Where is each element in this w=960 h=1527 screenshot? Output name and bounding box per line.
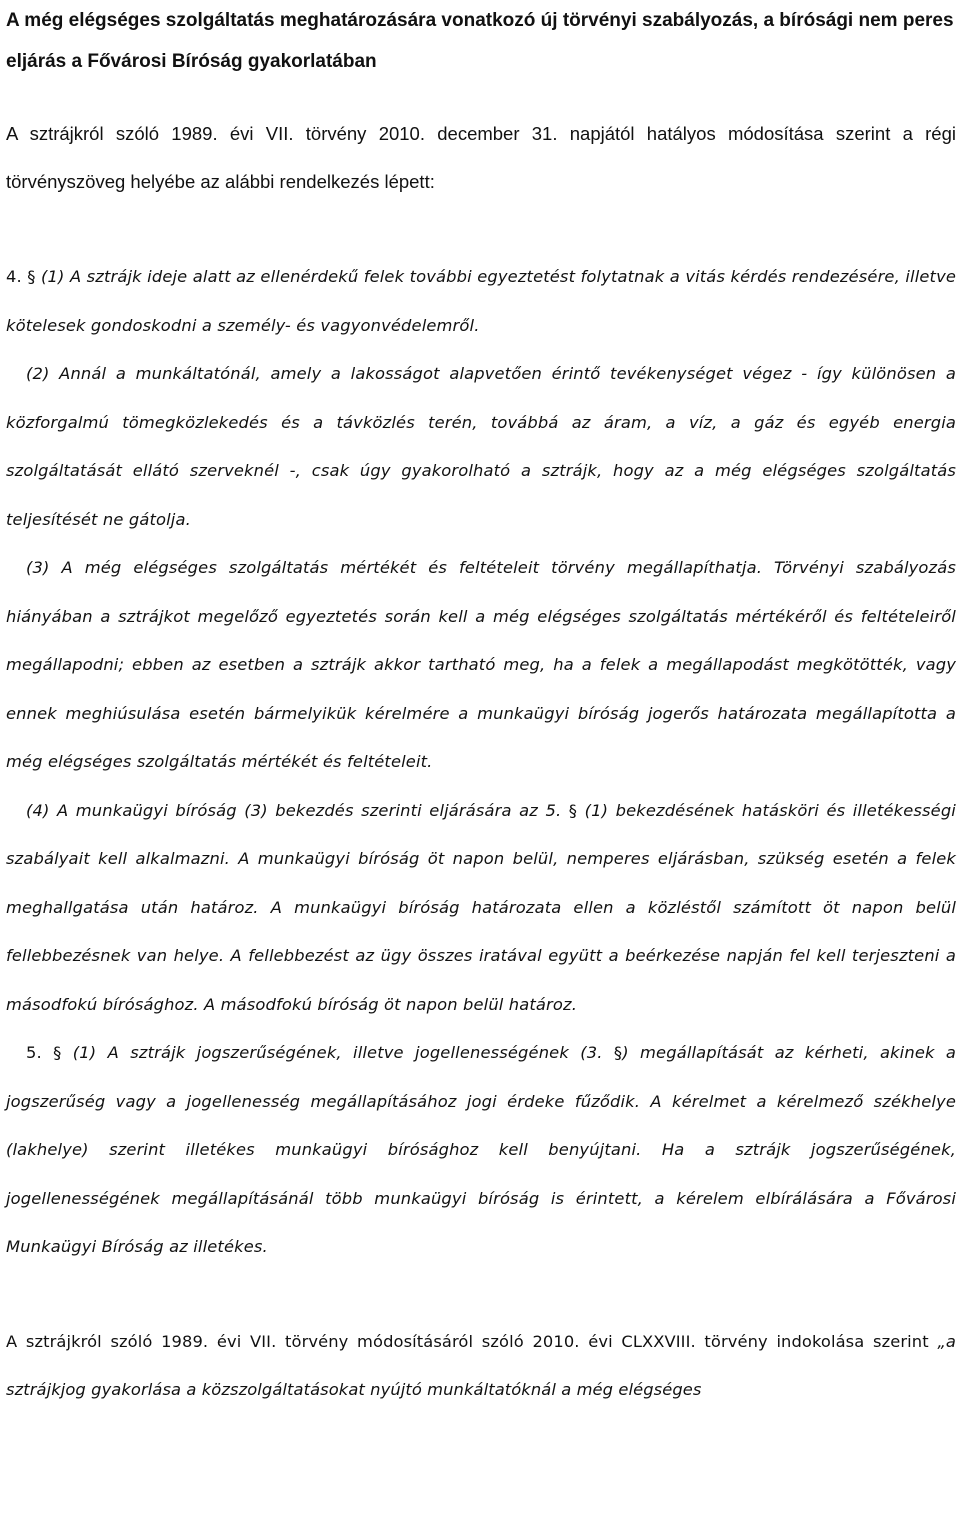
section-4-paragraph-3: (3) A még elégséges szolgáltatás mértékét és feltételeit törvény megállapíthatja. Törvényi szabályozás hiányában a sztrájkot megelőző egyeztetés során kell a még elégséges szolgáltatás mértékéről és feltételeiről megállapodni; ebben az esetben a sztrájk akkor tartható meg, ha a felek a megállapodást megkötötték, vagy ennek meghiúsulása esetén bármelyikük kérelmére a munkaügyi bíróság jogerős határozata megállapította a még elégséges szolgáltatás mértékét és feltételeit. xyxy=(6,558,956,771)
paragraph-text: ) megállapítását az kérheti, akinek a jogszerűség vagy a jogellenesség megállapításához jogi érdeke fűződik. A kérelmet a kérelmező székhelye (lakhelye) szerint illetékes munkaügyi bírósághoz kell benyújtani. Ha a sztrájk jogszerűségének, jogellenességének megállapításánál több munkaügyi bíróság is érintett, a kérelem elbírálására a Fővárosi Munkaügyi Bíróság az illetékes. xyxy=(6,1043,957,1256)
section-sign: § xyxy=(613,1043,623,1062)
section-4-paragraph-4 xyxy=(6,787,956,1030)
section-sign: § xyxy=(53,1043,62,1062)
footer-text: A sztrájkról szóló 1989. évi VII. törvény módosításáról szóló 2010. évi CLXXVIII. törvény indokolása szerint xyxy=(6,1331,929,1351)
document-title: A még elégséges szolgáltatás meghatározására vonatkozó új törvényi szabályozás, a bírósági nem peres eljárás a Fővárosi Bíróság gyakorlatában xyxy=(6,10,954,72)
section-sign: § xyxy=(568,800,578,820)
paragraph-text: (4) A munkaügyi bíróság (3) bekezdés szerinti eljárására az 5. xyxy=(26,800,562,820)
footer-paragraph xyxy=(6,1318,956,1415)
section-4-number: 4. xyxy=(6,267,22,286)
section-5-paragraph-1 xyxy=(6,1029,956,1272)
paragraph-text: (1) A sztrájk jogszerűségének, illetve jogellenességének (3. xyxy=(72,1043,603,1062)
section-4-paragraph-2: (2) Annál a munkáltatónál, amely a lakosságot alapvetően érintő tevékenységet végez - így különösen a közforgalmú tömegközlekedés és a távközlés terén, továbbá az áram, a víz, a gáz és egyéb energia szolgáltatását ellátó szerveknél -, csak úgy gyakorolható a sztrájk, hogy az a még elégséges szolgáltatás teljesítését ne gátolja. xyxy=(6,364,956,529)
intro-paragraph: A sztrájkról szóló 1989. évi VII. törvény 2010. december 31. napjától hatályos módosítása szerint a régi törvényszöveg helyébe az alábbi rendelkezés lépett: xyxy=(6,123,956,192)
section-5-number: 5. xyxy=(26,1043,42,1062)
paragraph-text: (1) bekezdésének hatásköri és illetékességi szabályait kell alkalmazni. A munkaügyi bíróság öt napon belül, nemperes eljárásban, szükség esetén a felek meghallgatása után határoz. A munkaügyi bíróság határozata ellen a közléstől számított öt napon belül fellebbezésnek van helye. A fellebbezést az ügy összes iratával együtt a beérkezése napján fel kell terjeszteni a másodfokú bírósághoz. A másodfokú bíróság öt napon belül határoz. xyxy=(6,800,956,1014)
footer-quote: „a sztrájkjog gyakorlása a közszolgáltatásokat nyújtó munkáltatóknál a még elégséges xyxy=(6,1331,956,1399)
paragraph-text: (1) A sztrájk ideje alatt az ellenérdekű felek további egyeztetést folytatnak a vitás kérdés rendezésére, illetve kötelesek gondoskodni a személy- és vagyonvédelemről. xyxy=(6,267,957,335)
section-sign: § xyxy=(27,267,36,286)
quoted-law-text xyxy=(6,253,956,1272)
document-page xyxy=(6,0,956,1415)
section-4-paragraph-1 xyxy=(6,253,956,350)
